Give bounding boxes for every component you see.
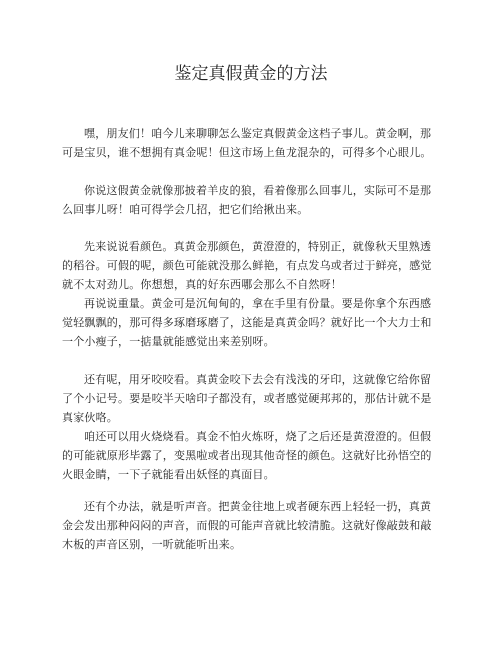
paragraph-bite: 还有呢，用牙咬咬看。真黄金咬下去会有浅浅的牙印，这就像它给你留了个小记号。要是咬半天啥印子都没有，或者感觉硬邦邦的，那估计就不是真家伙咯。 [62,373,432,424]
document-title: 鉴定真假黄金的方法 [174,64,328,84]
paragraph-fire: 咱还可以用火烧烧看。真金不怕火炼呀，烧了之后还是黄澄澄的。但假的可能就原形毕露了，变黑啦或者出现其他奇怪的颜色。这就好比孙悟空的火眼金睛，一下子就能看出妖怪的真面目。 [62,430,432,481]
paragraph-color: 先来说说看颜色。真黄金那颜色，黄澄澄的，特别正，就像秋天里熟透的稻谷。可假的呢，颜色可能就没那么鲜艳，有点发乌或者过于鲜亮，感觉就不太对劲儿。你想想，真的好东西哪会那么不自然呀！ [62,240,432,291]
paragraph-fake-gold: 你说这假黄金就像那披着羊皮的狼，看着像那么回事儿，实际可不是那么回事儿呀！咱可得学会几招，把它们给揪出来。 [62,184,432,216]
paragraph-sound: 还有个办法，就是听声音。把黄金往地上或者硬东西上轻轻一扔，真黄金会发出那种闷闷的声音，而假的可能声音就比较清脆。这就好像敲鼓和敲木板的声音区别，一听就能听出来。 [62,500,432,551]
paragraph-weight: 再说说重量。黄金可是沉甸甸的，拿在手里有份量。要是你拿个东西感觉轻飘飘的，那可得多琢磨琢磨了，这能是真黄金吗？就好比一个大力士和一个小瘦子，一掂量就能感觉出来差别呀。 [62,297,432,348]
paragraph-intro: 嘿，朋友们！咱今儿来聊聊怎么鉴定真假黄金这档子事儿。黄金啊，那可是宝贝，谁不想拥有真金呢！但这市场上鱼龙混杂的，可得多个心眼儿。 [62,127,432,159]
